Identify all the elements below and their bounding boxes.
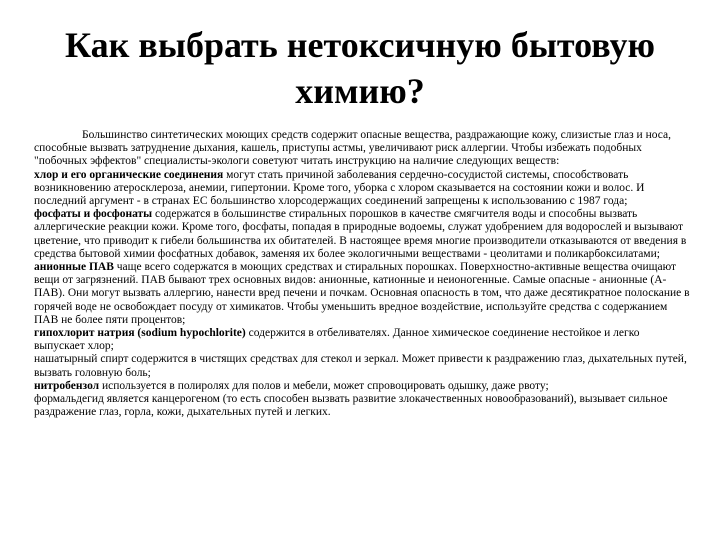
slide-title: Как выбрать нетоксичную бытовую химию?	[65, 25, 655, 111]
item-term: нитробензол	[34, 379, 100, 392]
intro-paragraph: Большинство синтетических моющих средств содержит опасные вещества, раздражающие кожу, слизистые глаз и носа, способные вызвать затруднение дыхания, кашель, приступы астмы, увеличивают риск аллергии. Чтобы избежать подобных "побочных эффектов" специалисты-экологи советуют читать инструкцию на наличие следующих веществ:	[34, 129, 671, 168]
item-term: хлор и его органические соединения	[34, 168, 224, 181]
item-ammonia	[34, 353, 690, 379]
item-chlorine	[34, 169, 690, 209]
item-phosphates	[34, 208, 690, 261]
item-nitrobenzene	[34, 380, 690, 393]
item-text: содержатся в большинстве стиральных порошков в качестве смягчителя воды и способны вызвать аллергические реакции кожи. Кроме того, фосфаты, попадая в природные водоемы, служат удобрением для водорослей и вызывают цветение, что приводит к гибели большинства их обитателей. В настоящее время многие производители отказываются от введения в средства бытовой химии фосфатных добавок, заменяя их более экологичными веществами - цеолитами и поликарбоксилатами;	[34, 208, 687, 260]
item-sodium-hypochlorite	[34, 327, 690, 353]
item-text: формальдегид является канцерогеном (то есть способен вызвать развитие злокачественных новообразований), вызывает сильное раздражение глаз, горла, кожи, дыхательных путей и легких.	[34, 393, 668, 419]
item-text: содержится в отбеливателях. Данное химическое соединение нестойкое и легко выпускает хлор;	[34, 327, 640, 353]
item-term: фосфаты и фосфонаты	[34, 208, 153, 221]
item-term: анионные ПАВ	[34, 261, 114, 274]
item-text: используется в полиролях для полов и мебели, может спровоцировать одышку, даже рвоту;	[99, 379, 549, 392]
item-anionic-surfactants	[34, 261, 690, 327]
item-text: нашатырный спирт содержится в чистящих средствах для стекол и зеркал. Может привести к раздражению глаз, дыхательных путей, вызвать головную боль;	[34, 353, 687, 379]
item-text: могут стать причиной заболевания сердечно-сосудистой системы, способствовать возникновению атеросклероза, анемии, гипертонии. Кроме того, уборка с хлором сказывается на состоянии кожи и волос. И последний аргумент - в странах ЕС большинство хлорсодержащих соединений запрещены к использованию с 1987 года;	[34, 168, 645, 208]
item-term: гипохлорит натрия (sodium hypochlorite)	[34, 327, 246, 340]
item-formaldehyde	[34, 393, 690, 419]
item-text: чаще всего содержатся в моющих средствах и стиральных порошках. Поверхностно-активные вещества очищают вещи от загрязнений. ПАВ бывают трех основных видов: анионные, катионные и неионогенные. Самые опасные - анионные (А-ПАВ). Они могут вызвать аллергию, нанести вред печени и почкам. Основная опасность в том, что даже десятикратное полоскание в горячей воде не освобождает посуду от химикатов. Чтобы уменьшить вредное воздействие, используйте средства с содержанием ПАВ не более пяти процентов;	[34, 261, 690, 326]
slide-body	[34, 129, 690, 419]
